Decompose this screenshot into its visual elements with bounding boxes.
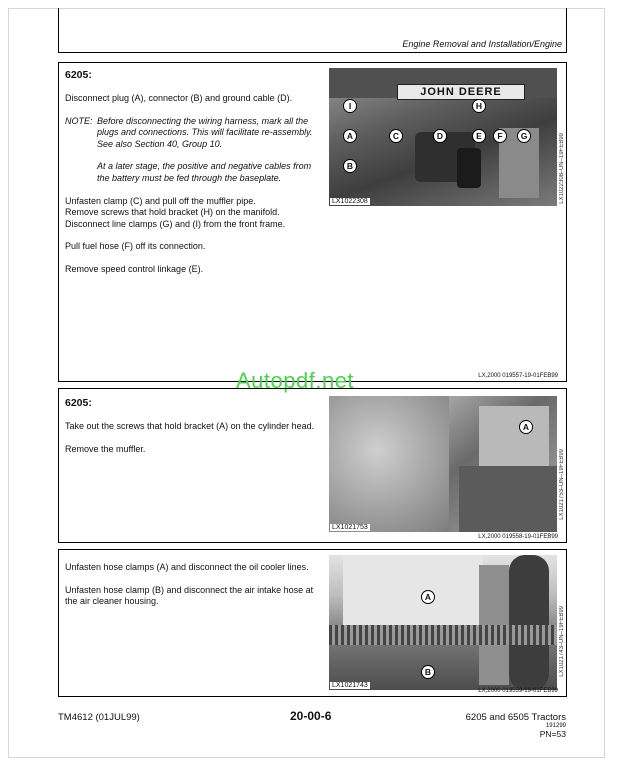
callout-b: B — [343, 159, 357, 173]
vertical-photo-code: LX1021743 — [559, 646, 565, 677]
step-text: Pull fuel hose (F) off its connection. — [65, 241, 206, 252]
section-text — [65, 421, 315, 466]
callout-b: B — [421, 665, 435, 679]
callout-a: A — [343, 129, 357, 143]
step-text: Take out the screws that hold bracket (A) on the cylinder head. — [65, 421, 315, 431]
footer-pn: PN=53 — [539, 729, 566, 739]
callout-c: C — [389, 129, 403, 143]
reference-code: LX,2000 019559-19-01FEB99 — [478, 688, 558, 694]
john-deere-decal: JOHN DEERE — [397, 84, 525, 100]
procedure-section-2 — [58, 388, 567, 543]
footer-manual-id: TM4612 (01JUL99) — [58, 712, 140, 723]
callout-a: A — [519, 420, 533, 434]
photo-code: LX1021743 — [332, 682, 368, 689]
engine-photo — [329, 68, 557, 206]
step-text: Remove the muffler. — [65, 443, 146, 454]
callout-i: I — [343, 99, 357, 113]
callout-f: F — [493, 129, 507, 143]
page-header — [58, 8, 567, 53]
step-text-group — [65, 196, 315, 231]
footer-date-code: 191299 — [545, 723, 566, 729]
vertical-code: –UN–19FEB99 — [559, 449, 565, 490]
step-text: Remove speed control linkage (E). — [65, 263, 204, 274]
procedure-section-1 — [58, 62, 567, 382]
section-title: 6205: — [65, 69, 92, 81]
oil-cooler-photo — [329, 555, 557, 690]
watermark: Autopdf.net — [236, 368, 355, 393]
procedure-section-3 — [58, 549, 567, 697]
footer-product: 6205 and 6505 Tractors — [465, 712, 566, 723]
step-text: Unfasten clamp (C) and pull off the muffler pipe. — [65, 195, 256, 206]
note-block — [65, 116, 315, 151]
note-label: NOTE: — [65, 115, 93, 126]
vertical-photo-code: LX1022308 — [559, 173, 565, 204]
section-text — [65, 562, 315, 619]
cylinder-head-photo — [329, 396, 557, 532]
vertical-photo-code: LX1021753 — [559, 489, 565, 520]
section-text — [65, 93, 315, 287]
note-block-2 — [65, 161, 315, 184]
step-text: Disconnect line clamps (G) and (I) from the front frame. — [65, 218, 286, 229]
step-text: Remove screws that hold bracket (H) on the manifold. — [65, 207, 280, 218]
reference-code: LX,2000 019558-19-01FEB99 — [478, 534, 558, 540]
callout-h: H — [472, 99, 486, 113]
vertical-code: –UN–19FEB99 — [559, 133, 565, 174]
header-title: Engine Removal and Installation/Engine — [402, 39, 562, 49]
callout-a: A — [421, 590, 435, 604]
step-text: Disconnect plug (A), connector (B) and ground cable (D). — [65, 93, 293, 103]
step-text: Unfasten hose clamp (B) and disconnect the air intake hose at the air cleaner housing. — [65, 584, 314, 607]
section-title: 6205: — [65, 397, 92, 409]
photo-code: LX1022308 — [332, 198, 368, 205]
callout-e: E — [472, 129, 486, 143]
callout-d: D — [433, 129, 447, 143]
callout-g: G — [517, 129, 531, 143]
footer-page-number: 20-00-6 — [290, 709, 332, 723]
note-text-2: At a later stage, the positive and negative cables from the battery must be fed through the baseplate. — [97, 161, 312, 183]
reference-code: LX,2000 019557-19-01FEB99 — [478, 373, 558, 379]
step-text: Unfasten hose clamps (A) and disconnect the oil cooler lines. — [65, 562, 309, 572]
photo-code: LX1021753 — [332, 524, 368, 531]
vertical-code: –UN–19FEB99 — [559, 606, 565, 647]
note-text-1: Before disconnecting the wiring harness, mark all the plugs and connections. This will facilitate re-assembly. See also Section 40, Group 10. — [97, 115, 313, 149]
